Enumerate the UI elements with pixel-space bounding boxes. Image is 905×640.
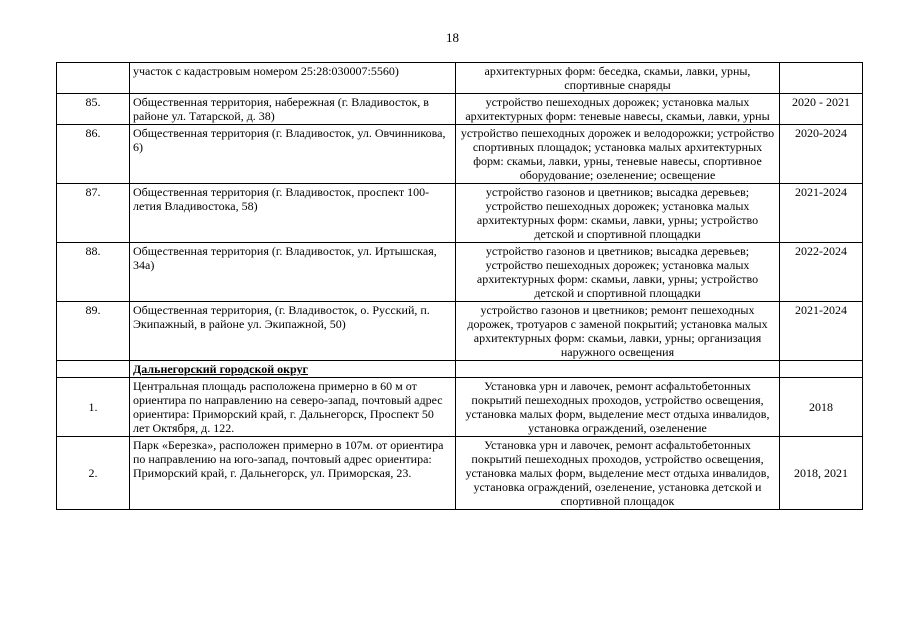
row-number: 88. xyxy=(57,243,130,302)
row-address: Общественная территория (г. Владивосток, ул. Овчинникова, 6) xyxy=(130,125,456,184)
section-work-cell xyxy=(456,361,780,378)
row-number: 86. xyxy=(57,125,130,184)
row-work: устройство газонов и цветников; высадка деревьев; устройство пешеходных дорожек; установка малых архитектурных форм: скамьи, лавки, урны; устройство детской и спортивной площадки xyxy=(456,184,780,243)
row-years: 2020-2024 xyxy=(780,125,863,184)
row-number: 87. xyxy=(57,184,130,243)
table-row xyxy=(57,437,863,510)
row-address: Общественная территория, (г. Владивосток, о. Русский, п. Экипажный, в районе ул. Экипажной, 50) xyxy=(130,302,456,361)
section-years-cell xyxy=(780,361,863,378)
row-address: Общественная территория (г. Владивосток, проспект 100-летия Владивостока, 58) xyxy=(130,184,456,243)
table-row xyxy=(57,302,863,361)
section-title: Дальнегорский городской округ xyxy=(130,361,456,378)
row-years xyxy=(780,63,863,94)
row-address: Общественная территория (г. Владивосток, ул. Иртышская, 34а) xyxy=(130,243,456,302)
table-row xyxy=(57,63,863,94)
row-number xyxy=(57,63,130,94)
table-row xyxy=(57,184,863,243)
row-work: архитектурных форм: беседка, скамьи, лавки, урны, спортивные снаряды xyxy=(456,63,780,94)
table-row xyxy=(57,125,863,184)
territory-table xyxy=(56,62,863,510)
row-years: 2018, 2021 xyxy=(780,437,863,510)
row-number: 89. xyxy=(57,302,130,361)
table-row xyxy=(57,243,863,302)
row-work: устройство газонов и цветников; ремонт пешеходных дорожек, тротуаров с заменой покрытий; установка малых архитектурных форм: скамьи, лавки, урны; организация наружного освещения xyxy=(456,302,780,361)
table-row xyxy=(57,378,863,437)
row-years: 2020 - 2021 xyxy=(780,94,863,125)
page-number: 18 xyxy=(446,30,459,45)
row-address: Парк «Березка», расположен примерно в 107м. от ориентира по направлению на юго-запад, почтовый адрес ориентира: Приморский край, г. Дальнегорск, ул. Приморская, 23. xyxy=(130,437,456,510)
row-work: Установка урн и лавочек, ремонт асфальтобетонных покрытий пешеходных проходов, устройство освещения, установка малых форм, выделение мест отдыха инвалидов, установка ограждений, озеленение xyxy=(456,378,780,437)
row-years: 2021-2024 xyxy=(780,184,863,243)
row-address: участок с кадастровым номером 25:28:030007:5560) xyxy=(130,63,456,94)
section-number-cell xyxy=(57,361,130,378)
row-address: Центральная площадь расположена примерно в 60 м от ориентира по направлению на северо-запад, почтовый адрес ориентира: Приморский край, г. Дальнегорск, Проспект 50 лет Октября, д. 122. xyxy=(130,378,456,437)
row-years: 2022-2024 xyxy=(780,243,863,302)
table-row xyxy=(57,94,863,125)
row-work: устройство газонов и цветников; высадка деревьев; устройство пешеходных дорожек; установка малых архитектурных форм: скамьи, лавки, урны; устройство детской и спортивной площадки xyxy=(456,243,780,302)
row-number: 85. xyxy=(57,94,130,125)
row-years: 2021-2024 xyxy=(780,302,863,361)
section-header-row xyxy=(57,361,863,378)
row-number: 1. xyxy=(57,378,130,437)
row-work: Установка урн и лавочек, ремонт асфальтобетонных покрытий пешеходных проходов, устройство освещения, установка малых форм, выделение мест отдыха инвалидов, установка ограждений, озеленение, установка детской и спортивной площадок xyxy=(456,437,780,510)
row-work: устройство пешеходных дорожек и велодорожки; устройство спортивных площадок; установка малых архитектурных форм: скамьи, лавки, урны, теневые навесы, спортивное оборудование; озеленение; освещение xyxy=(456,125,780,184)
row-years: 2018 xyxy=(780,378,863,437)
row-work: устройство пешеходных дорожек; установка малых архитектурных форм: теневые навесы, скамьи, лавки, урны xyxy=(456,94,780,125)
row-number: 2. xyxy=(57,437,130,510)
row-address: Общественная территория, набережная (г. Владивосток, в районе ул. Татарской, д. 38) xyxy=(130,94,456,125)
